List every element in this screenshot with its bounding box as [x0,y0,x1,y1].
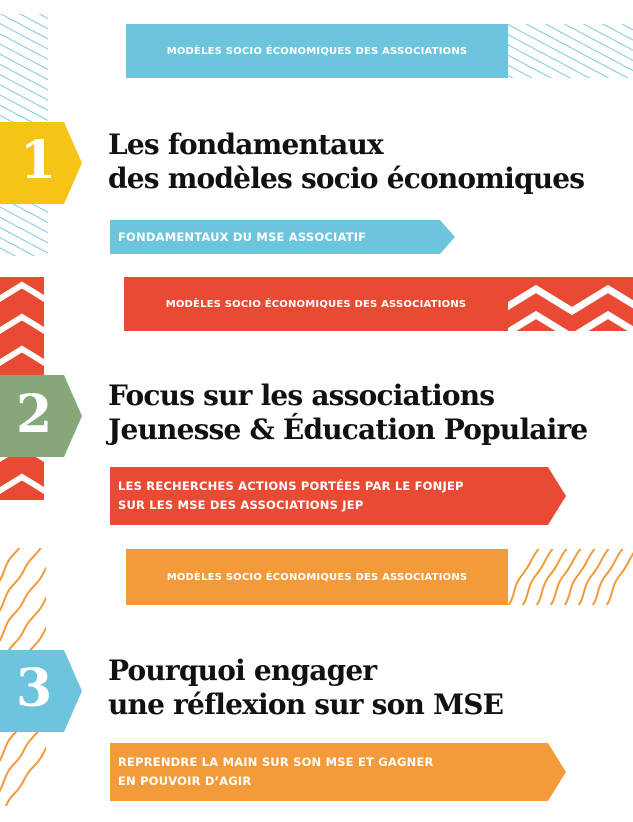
section-2-subtitle: LES RECHERCHES ACTIONS PORTÉES PAR LE FONJEP SUR LES MSE DES ASSOCIATIONS JEP [118,479,464,512]
section-1-title: Les fondamentaux des modèles socio économiques [108,128,585,195]
section-3-subtitle: REPRENDRE LA MAIN SUR SON MSE ET GAGNER EN POUVOIR D’AGIR [118,755,434,788]
section-2-title: Focus sur les associations Jeunesse & Éducation Populaire [108,379,588,446]
section-2-banner: MODÈLES SOCIO ÉCONOMIQUES DES ASSOCIATIONS [124,277,508,331]
hatch-decoration-right-1 [506,24,633,78]
section-3-number: 3 [16,658,53,719]
section-1-number: 1 [20,130,57,191]
section-3-banner: MODÈLES SOCIO ÉCONOMIQUES DES ASSOCIATIONS [126,549,508,605]
section-1-banner: MODÈLES SOCIO ÉCONOMIQUES DES ASSOCIATIONS [126,24,508,78]
section-3-title: Pourquoi engager une réflexion sur son MSE [108,654,504,721]
section-2-number: 2 [16,384,53,445]
section-1-subtitle: FONDAMENTAUX DU MSE ASSOCIATIF [118,229,367,244]
chevron-decoration-right-2 [506,277,633,331]
wave-decoration-right-3 [506,549,633,605]
